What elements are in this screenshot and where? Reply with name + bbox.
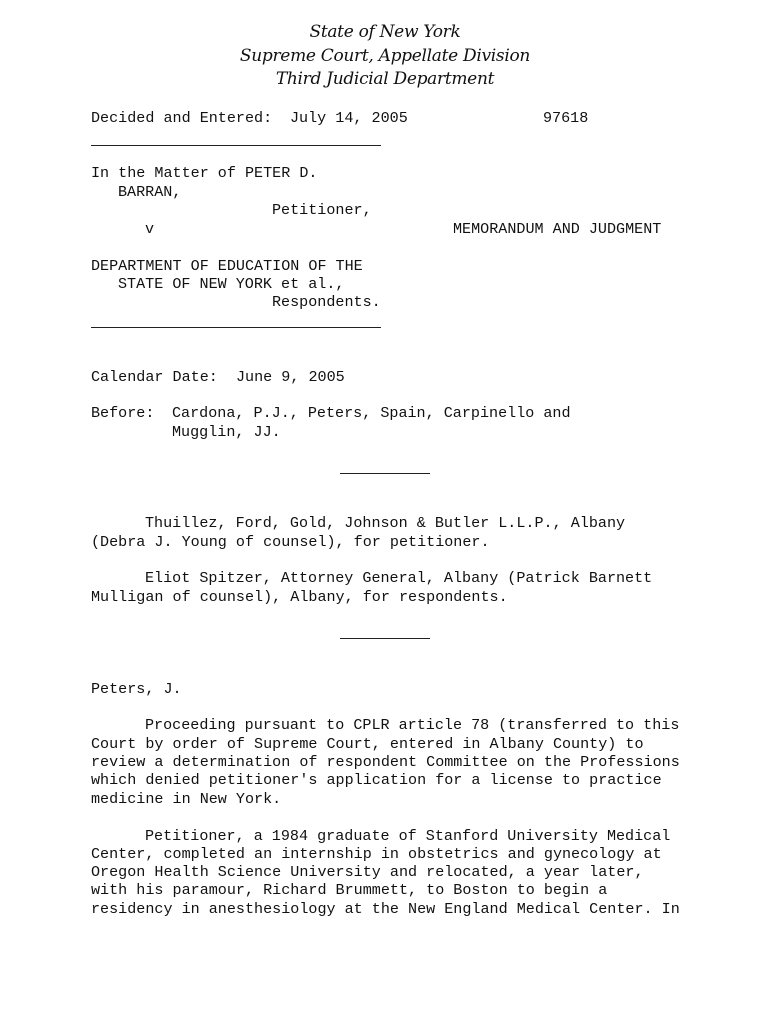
petitioner-role: Petitioner, (272, 201, 372, 219)
paragraph-1-line: Proceeding pursuant to CPLR article 78 (transferred to this (145, 716, 680, 734)
before-judges-line-2: Mugglin, JJ. (172, 423, 281, 441)
respondent-counsel-line-2: Mulligan of counsel), Albany, for respondents. (91, 588, 508, 606)
caption-top-rule (91, 145, 381, 146)
paragraph-2-line: Center, completed an internship in obstetrics and gynecology at (91, 845, 662, 863)
section-separator-1 (340, 473, 430, 474)
respondent-counsel-line-1: Eliot Spitzer, Attorney General, Albany (Patrick Barnett (145, 569, 653, 587)
court-state: State of New York (309, 22, 461, 42)
calendar-date: June 9, 2005 (236, 368, 345, 386)
court-name: Supreme Court, Appellate Division (239, 46, 531, 66)
paragraph-2-line: with his paramour, Richard Brummett, to Boston to begin a (91, 881, 608, 899)
matter-line-1: In the Matter of PETER D. (91, 164, 318, 182)
decided-date: July 14, 2005 (290, 109, 408, 127)
calendar-label: Calendar Date: (91, 368, 218, 386)
paragraph-2-line: Oregon Health Science University and relocated, a year later, (91, 863, 644, 881)
petitioner-counsel-line-2: (Debra J. Young of counsel), for petitioner. (91, 533, 490, 551)
paragraph-2-line: Petitioner, a 1984 graduate of Stanford University Medical (145, 827, 671, 845)
docket-number: 97618 (543, 109, 589, 127)
document-type: MEMORANDUM AND JUDGMENT (453, 220, 662, 238)
matter-line-2: BARRAN, (118, 183, 182, 201)
section-separator-2 (340, 638, 430, 639)
petitioner-counsel-line-1: Thuillez, Ford, Gold, Johnson & Butler L.L.P., Albany (145, 514, 626, 532)
paragraph-1-line: Court by order of Supreme Court, entered in Albany County) to (91, 735, 644, 753)
respondent-line-2: STATE OF NEW YORK et al., (118, 275, 345, 293)
paragraph-2-line: residency in anesthesiology at the New England Medical Center. In (91, 900, 680, 918)
versus: v (145, 220, 155, 238)
caption-bottom-rule (91, 327, 381, 328)
before-label: Before: (91, 404, 155, 422)
decided-label: Decided and Entered: (91, 109, 273, 127)
before-judges-line-1: Cardona, P.J., Peters, Spain, Carpinello and (172, 404, 571, 422)
paragraph-1-line: review a determination of respondent Committee on the Professions (91, 753, 680, 771)
paragraph-1-line: which denied petitioner's application for a license to practice (91, 771, 662, 789)
court-department: Third Judicial Department (275, 69, 495, 89)
respondent-line-1: DEPARTMENT OF EDUCATION OF THE (91, 257, 363, 275)
paragraph-1-line: medicine in New York. (91, 790, 282, 808)
respondent-role: Respondents. (272, 293, 381, 311)
opinion-author: Peters, J. (91, 680, 182, 698)
